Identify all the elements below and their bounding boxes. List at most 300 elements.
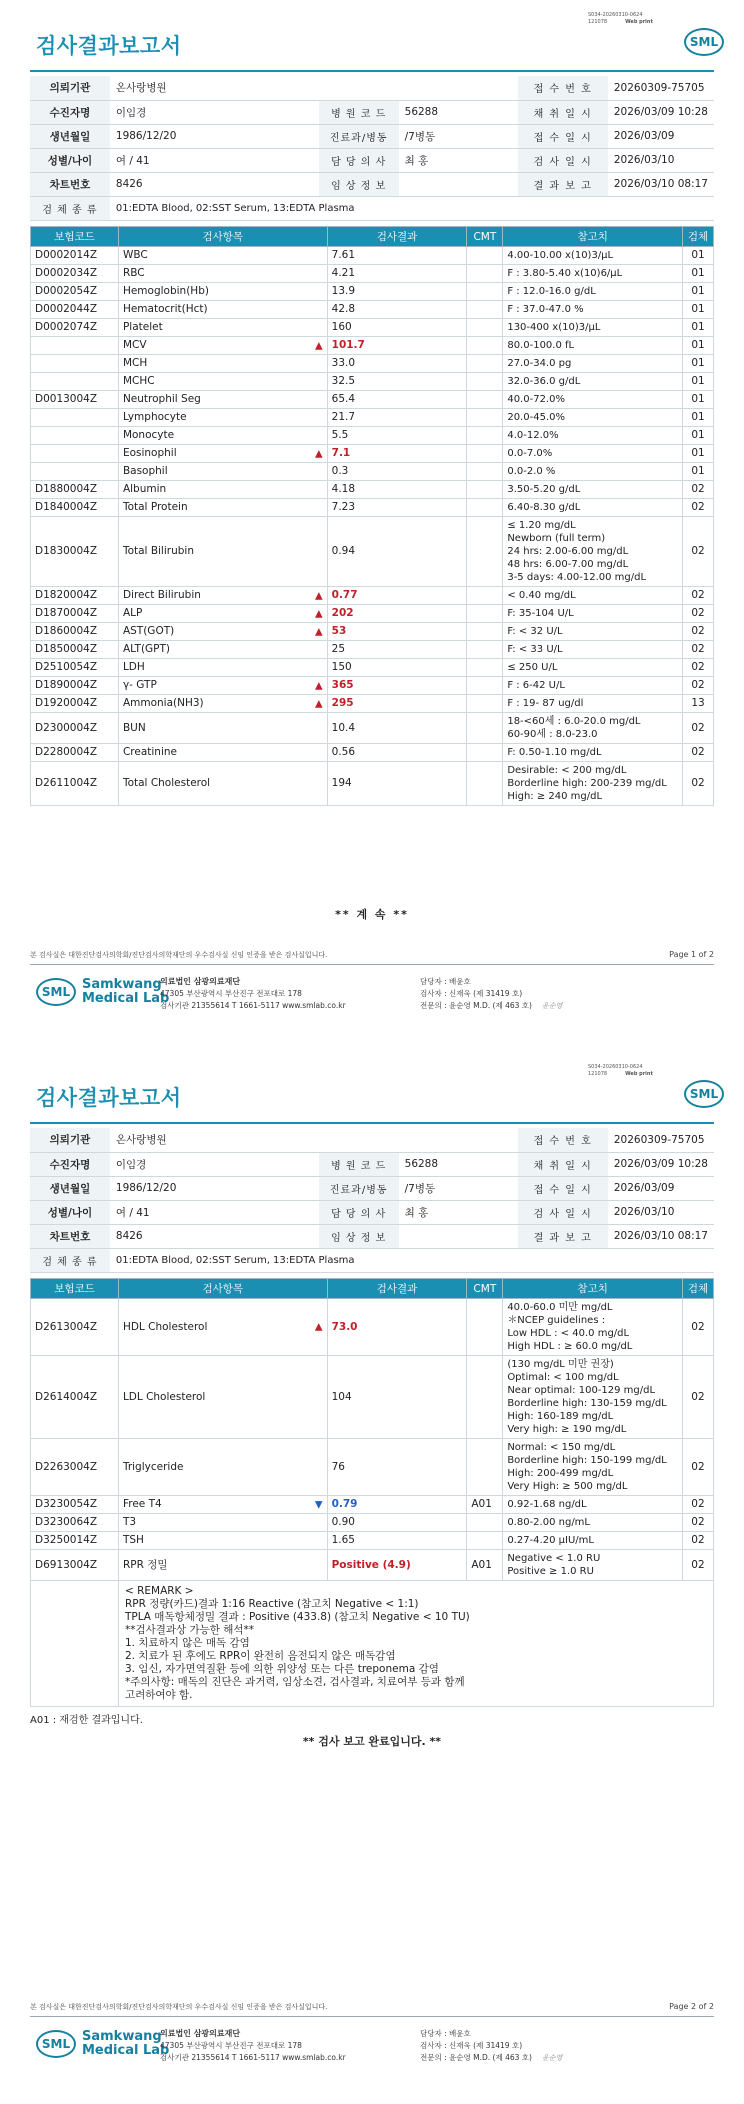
- result-cmt: [467, 337, 503, 355]
- tester: 검사자 : 신재욱 (제 31419 호): [420, 989, 523, 998]
- result-reference: 0.0-2.0 %: [503, 463, 683, 481]
- result-cmt: A01: [467, 1550, 503, 1581]
- print-code: 121078: [588, 1071, 608, 1077]
- result-value-text: 0.77: [331, 589, 358, 601]
- col-item: 검사항목: [118, 227, 327, 247]
- remark-spacer: [31, 1581, 119, 1707]
- high-flag-icon: ▲: [314, 698, 323, 709]
- result-code: D1850004Z: [31, 641, 119, 659]
- hospital-value: 온사랑병원: [110, 1128, 518, 1152]
- result-specimen: 01: [683, 247, 714, 265]
- result-value: [327, 641, 467, 659]
- result-value: [327, 659, 467, 677]
- lab-address: 47305 부산광역시 부산진구 전포대로 178: [160, 2041, 302, 2050]
- result-reference: 3.50-5.20 g/dL: [503, 481, 683, 499]
- result-value-text: 42.8: [331, 303, 356, 315]
- sexage-value: 여 / 41: [110, 148, 319, 172]
- result-specimen: 02: [683, 499, 714, 517]
- table-row: [31, 499, 714, 517]
- result-specimen: 01: [683, 301, 714, 319]
- result-reference: F: < 33 U/L: [503, 641, 683, 659]
- result-value: [327, 744, 467, 762]
- result-value-text: 194: [331, 777, 352, 789]
- table-row: [31, 463, 714, 481]
- result-reference: ≤ 250 U/L: [503, 659, 683, 677]
- table-row: [31, 337, 714, 355]
- result-item: [118, 337, 327, 355]
- title-divider: [30, 1122, 714, 1124]
- patient-info-table: [30, 1128, 714, 1273]
- result-reference: 40.0-60.0 미만 mg/dL ＊NCEP guidelines : Low HDL : < 40.0 mg/dL High HDL : ≥ 60.0 mg/dL: [503, 1299, 683, 1356]
- result-value-text: 295: [331, 697, 354, 709]
- result-cmt: [467, 1356, 503, 1439]
- result-reference: 0.0-7.0%: [503, 445, 683, 463]
- result-code: D1880004Z: [31, 481, 119, 499]
- result-value-text: 0.3: [331, 465, 349, 477]
- lab-info: [160, 2028, 346, 2064]
- doctor-label: 담 당 의 사: [319, 1200, 399, 1224]
- title-divider: [30, 70, 714, 72]
- result-reference: F: 35-104 U/L: [503, 605, 683, 623]
- result-value-text: 202: [331, 607, 354, 619]
- page-number: Page 2 of 2: [669, 2002, 714, 2011]
- result-item: [118, 623, 327, 641]
- result-specimen: 02: [683, 641, 714, 659]
- result-code: D3250014Z: [31, 1532, 119, 1550]
- report-value: 2026/03/10 08:17: [608, 172, 714, 196]
- print-id: S034-20260310-0624: [588, 12, 643, 18]
- table-row: [31, 445, 714, 463]
- col-item: 검사항목: [118, 1279, 327, 1299]
- chart-label: 차트번호: [30, 1224, 110, 1248]
- result-reference: < 0.40 mg/dL: [503, 587, 683, 605]
- high-flag-icon: ▲: [314, 590, 323, 601]
- result-item: MCH: [118, 355, 327, 373]
- result-code: D0002074Z: [31, 319, 119, 337]
- manager: 담당자 : 배윤호: [420, 977, 471, 986]
- table-row: [31, 605, 714, 623]
- result-item: BUN: [118, 713, 327, 744]
- result-value-text: 4.18: [331, 483, 356, 495]
- receipt-no-value: 20260309-75705: [608, 1128, 714, 1152]
- result-value: [327, 481, 467, 499]
- result-code: D2510054Z: [31, 659, 119, 677]
- specimen-label: 검 체 종 류: [30, 196, 110, 220]
- result-item-text: γ- GTP: [122, 679, 157, 691]
- result-reference: (130 mg/dL 미만 권장) Optimal: < 100 mg/dL Near optimal: 100-129 mg/dL Borderline high: 130-159 mg/dL High: 160-189 mg/dL Very high: ≥ 190 mg/dL: [503, 1356, 683, 1439]
- result-code: [31, 355, 119, 373]
- result-value: [327, 677, 467, 695]
- table-row: [31, 1514, 714, 1532]
- result-value: [327, 337, 467, 355]
- result-item: Platelet: [118, 319, 327, 337]
- table-row: [31, 319, 714, 337]
- table-row: [31, 762, 714, 806]
- result-reference: F : 12.0-16.0 g/dL: [503, 283, 683, 301]
- result-item: [118, 1299, 327, 1356]
- result-code: [31, 373, 119, 391]
- result-code: D1890004Z: [31, 677, 119, 695]
- result-specimen: 02: [682, 1496, 713, 1514]
- lab-logo: [36, 978, 169, 1006]
- result-cmt: [467, 1514, 503, 1532]
- cert-note: 본 검사실은 대한진단검사의학회/진단검사의학재단의 우수검사실 신임 인증을 받은 검사실입니다.: [30, 2003, 328, 2011]
- result-specimen: 02: [682, 1439, 713, 1496]
- result-value: [327, 283, 467, 301]
- low-flag-icon: ▼: [314, 1499, 323, 1510]
- dept-value: /7병동: [399, 124, 518, 148]
- result-specimen: 01: [683, 283, 714, 301]
- hospital-label: 의뢰기관: [30, 76, 110, 100]
- result-value: [327, 409, 467, 427]
- lab-contact: 검사기관 21355614 T 1661-5117 www.smlab.co.kr: [160, 1001, 346, 1010]
- result-reference: 130-400 x(10)3/μL: [503, 319, 683, 337]
- result-specimen: 01: [683, 265, 714, 283]
- result-specimen: 01: [683, 445, 714, 463]
- hospital-value: 온사랑병원: [110, 76, 518, 100]
- result-item: Hematocrit(Hct): [118, 301, 327, 319]
- result-value-text: 365: [331, 679, 354, 691]
- patient-value: 이임경: [110, 1152, 319, 1176]
- result-code: D1820004Z: [31, 587, 119, 605]
- report-page-2: [0, 1052, 744, 2104]
- result-value: [327, 427, 467, 445]
- tester: 검사자 : 신재욱 (제 31419 호): [420, 2041, 523, 2050]
- result-value-text: 160: [331, 321, 352, 333]
- col-spec: 검체: [683, 227, 714, 247]
- result-specimen: 02: [683, 677, 714, 695]
- result-code: D3230054Z: [31, 1496, 119, 1514]
- results-table-page-1: [30, 226, 714, 806]
- specialist: 전문의 : 윤순영 M.D. (제 463 호): [420, 1001, 532, 1010]
- result-reference: 0.80-2.00 ng/mL: [503, 1514, 683, 1532]
- high-flag-icon: ▲: [314, 1321, 323, 1333]
- result-cmt: [467, 695, 503, 713]
- result-value-text: 0.94: [331, 545, 356, 557]
- result-item: LDL Cholesterol: [118, 1356, 327, 1439]
- result-code: D2280004Z: [31, 744, 119, 762]
- result-cmt: [467, 499, 503, 517]
- table-row: [31, 677, 714, 695]
- result-cmt: [467, 355, 503, 373]
- result-specimen: 01: [683, 463, 714, 481]
- result-code: D0013004Z: [31, 391, 119, 409]
- result-item: [118, 587, 327, 605]
- result-reference: Normal: < 150 mg/dL Borderline high: 150-199 mg/dL High: 200-499 mg/dL Very High: ≥ 500 mg/dL: [503, 1439, 683, 1496]
- result-value: [327, 695, 467, 713]
- result-item: Hemoglobin(Hb): [118, 283, 327, 301]
- hosp-code-value: 56288: [399, 100, 518, 124]
- sml-logo-icon: SML: [684, 1080, 724, 1108]
- result-cmt: [467, 391, 503, 409]
- result-cmt: A01: [467, 1496, 503, 1514]
- result-value-text: 0.90: [331, 1516, 355, 1528]
- sml-logo-icon: SML: [36, 2030, 76, 2058]
- result-value: [327, 1496, 467, 1514]
- test-date-label: 검 사 일 시: [518, 148, 608, 172]
- footer-divider: [30, 964, 714, 965]
- result-specimen: 01: [683, 373, 714, 391]
- result-specimen: 02: [682, 1299, 713, 1356]
- table-row: [31, 427, 714, 445]
- result-reference: 40.0-72.0%: [503, 391, 683, 409]
- result-reference: Negative < 1.0 RU Positive ≥ 1.0 RU: [503, 1550, 683, 1581]
- result-code: D0002014Z: [31, 247, 119, 265]
- result-item: Lymphocyte: [118, 409, 327, 427]
- result-value: [327, 1299, 467, 1356]
- result-cmt: [467, 713, 503, 744]
- col-code: 보험코드: [31, 227, 119, 247]
- test-date-label: 검 사 일 시: [518, 1200, 608, 1224]
- result-value-text: 33.0: [331, 357, 356, 369]
- result-code: [31, 463, 119, 481]
- result-value: [327, 1439, 467, 1496]
- high-flag-icon: ▲: [314, 608, 323, 619]
- result-item: Triglyceride: [118, 1439, 327, 1496]
- table-row: [31, 641, 714, 659]
- receipt-no-label: 접 수 번 호: [518, 76, 608, 100]
- table-row: [31, 623, 714, 641]
- result-value: [327, 1532, 467, 1550]
- specimen-value: 01:EDTA Blood, 02:SST Serum, 13:EDTA Plasma: [110, 1248, 714, 1272]
- result-value-text: 76: [331, 1460, 345, 1473]
- collect-value: 2026/03/09 10:28: [608, 1152, 714, 1176]
- result-value-text: 65.4: [331, 393, 356, 405]
- chart-label: 차트번호: [30, 172, 110, 196]
- result-cmt: [467, 283, 503, 301]
- clinical-label: 임 상 정 보: [319, 1224, 399, 1248]
- result-reference: F : 37.0-47.0 %: [503, 301, 683, 319]
- result-value: [327, 623, 467, 641]
- result-code: D2263004Z: [31, 1439, 119, 1496]
- table-row: [31, 409, 714, 427]
- result-value: [327, 713, 467, 744]
- result-code: D1870004Z: [31, 605, 119, 623]
- result-value: [327, 391, 467, 409]
- result-value-text: 0.56: [331, 746, 356, 758]
- clinical-label: 임 상 정 보: [319, 172, 399, 196]
- print-id: S034-20260310-0624: [588, 1064, 643, 1070]
- dob-value: 1986/12/20: [110, 1176, 319, 1200]
- hosp-code-label: 병 원 코 드: [319, 100, 399, 124]
- report-value: 2026/03/10 08:17: [608, 1224, 714, 1248]
- result-specimen: 01: [683, 319, 714, 337]
- print-meta: [588, 12, 678, 26]
- result-item: MCHC: [118, 373, 327, 391]
- receipt-no-value: 20260309-75705: [608, 76, 714, 100]
- result-cmt: [467, 463, 503, 481]
- receipt-date-value: 2026/03/09: [608, 1176, 714, 1200]
- result-value: [327, 301, 467, 319]
- col-result: 검사결과: [327, 1279, 467, 1299]
- result-item-text: AST(GOT): [122, 625, 175, 637]
- table-row: [31, 659, 714, 677]
- lab-logo: [36, 2030, 169, 2058]
- receipt-no-label: 접 수 번 호: [518, 1128, 608, 1152]
- dob-label: 생년월일: [30, 1176, 110, 1200]
- lab-logo-line1: Samkwang: [82, 2029, 162, 2044]
- collect-label: 채 취 일 시: [518, 100, 608, 124]
- lab-address: 47305 부산광역시 부산진구 전포대로 178: [160, 989, 302, 998]
- result-cmt: [467, 587, 503, 605]
- result-cmt: [467, 301, 503, 319]
- result-value: [327, 1514, 467, 1532]
- staff-info: [420, 2028, 562, 2064]
- table-row: [31, 1356, 714, 1439]
- result-value: [327, 762, 467, 806]
- result-reference: 6.40-8.30 g/dL: [503, 499, 683, 517]
- result-item: Total Bilirubin: [118, 517, 327, 587]
- table-row: [31, 517, 714, 587]
- result-reference: 4.0-12.0%: [503, 427, 683, 445]
- lab-name: 의료법인 삼광의료재단: [160, 2029, 241, 2038]
- high-flag-icon: ▲: [314, 340, 323, 351]
- result-value: [327, 355, 467, 373]
- result-value-text: 0.79: [331, 1498, 358, 1510]
- result-reference: 0.92-1.68 ng/dL: [503, 1496, 683, 1514]
- result-item: TSH: [118, 1532, 327, 1550]
- result-code: [31, 337, 119, 355]
- result-cmt: [467, 319, 503, 337]
- test-date-value: 2026/03/10: [608, 148, 714, 172]
- result-cmt: [467, 427, 503, 445]
- result-value: [327, 373, 467, 391]
- result-specimen: 01: [683, 355, 714, 373]
- result-value-text: 13.9: [331, 285, 356, 297]
- result-value: [327, 517, 467, 587]
- result-cmt: [467, 517, 503, 587]
- result-item: Basophil: [118, 463, 327, 481]
- high-flag-icon: ▲: [314, 626, 323, 637]
- result-cmt: [467, 1439, 503, 1496]
- result-value: [327, 587, 467, 605]
- result-value-text: 7.23: [331, 501, 356, 513]
- signature: 윤순영: [541, 2054, 563, 2062]
- lab-logo-line2: Medical Lab: [82, 2043, 170, 2058]
- a01-note: A01 : 재검한 결과입니다.: [30, 1715, 143, 1726]
- table-row: [31, 391, 714, 409]
- col-ref: 참고치: [503, 227, 683, 247]
- table-row: [31, 744, 714, 762]
- result-value-text: 25: [331, 643, 346, 655]
- page-title: 검사결과보고서: [36, 1086, 182, 1110]
- result-item: Neutrophil Seg: [118, 391, 327, 409]
- result-specimen: 02: [683, 744, 714, 762]
- lab-logo-line2: Medical Lab: [82, 991, 170, 1006]
- web-print-label: Web print: [625, 19, 653, 25]
- result-cmt: [467, 744, 503, 762]
- high-flag-icon: ▲: [314, 680, 323, 691]
- sml-logo-icon: SML: [684, 28, 724, 56]
- result-item-text: HDL Cholesterol: [122, 1320, 208, 1333]
- result-cmt: [467, 373, 503, 391]
- footer-divider: [30, 2016, 714, 2017]
- result-item: RBC: [118, 265, 327, 283]
- result-value-text: Positive (4.9): [331, 1558, 411, 1571]
- result-item: [118, 605, 327, 623]
- result-code: D2300004Z: [31, 713, 119, 744]
- result-reference: 18-<60세 : 6.0-20.0 mg/dL 60-90세 : 8.0-23.0: [503, 713, 683, 744]
- result-item: T3: [118, 1514, 327, 1532]
- result-cmt: [467, 445, 503, 463]
- result-item-text: ALP: [122, 607, 143, 619]
- receipt-date-value: 2026/03/09: [608, 124, 714, 148]
- patient-label: 수진자명: [30, 1152, 110, 1176]
- result-value: [327, 247, 467, 265]
- signature: 윤순영: [541, 1002, 563, 1010]
- result-code: D1920004Z: [31, 695, 119, 713]
- staff-info: [420, 976, 562, 1012]
- receipt-date-label: 접 수 일 시: [518, 124, 608, 148]
- result-code: D1830004Z: [31, 517, 119, 587]
- cert-note: 본 검사실은 대한진단검사의학회/진단검사의학재단의 우수검사실 신임 인증을 받은 검사실입니다.: [30, 951, 328, 959]
- result-value-text: 4.21: [331, 267, 356, 279]
- lab-name: 의료법인 삼광의료재단: [160, 977, 241, 986]
- result-value-text: 1.65: [331, 1534, 355, 1546]
- result-item: [118, 695, 327, 713]
- sexage-value: 여 / 41: [110, 1200, 319, 1224]
- high-flag-icon: ▲: [314, 448, 323, 459]
- result-code: D0002044Z: [31, 301, 119, 319]
- result-item: Albumin: [118, 481, 327, 499]
- dept-label: 진료과/병동: [319, 1176, 399, 1200]
- patient-value: 이임경: [110, 100, 319, 124]
- result-code: [31, 409, 119, 427]
- col-result: 검사결과: [327, 227, 467, 247]
- sml-logo-icon: SML: [36, 978, 76, 1006]
- patient-info-table: [30, 76, 714, 221]
- result-value-text: 7.1: [331, 447, 351, 459]
- result-specimen: 02: [682, 1532, 713, 1550]
- result-code: D2614004Z: [31, 1356, 119, 1439]
- result-reference: Desirable: < 200 mg/dL Borderline high: 200-239 mg/dL High: ≥ 240 mg/dL: [503, 762, 683, 806]
- test-date-value: 2026/03/10: [608, 1200, 714, 1224]
- result-item: Total Protein: [118, 499, 327, 517]
- results-table-page-2: [30, 1278, 714, 1707]
- report-complete-text: ** 검사 보고 완료입니다. **: [302, 1735, 442, 1748]
- result-cmt: [467, 265, 503, 283]
- result-specimen: 02: [683, 517, 714, 587]
- result-code: D3230064Z: [31, 1514, 119, 1532]
- result-specimen: 01: [683, 409, 714, 427]
- collect-label: 채 취 일 시: [518, 1152, 608, 1176]
- result-reference: F: 0.50-1.10 mg/dL: [503, 744, 683, 762]
- result-specimen: 01: [683, 337, 714, 355]
- result-item-text: MCV: [122, 339, 147, 351]
- result-value: [327, 319, 467, 337]
- result-value: [327, 445, 467, 463]
- table-row: [31, 713, 714, 744]
- result-specimen: 01: [683, 427, 714, 445]
- table-row: [31, 1299, 714, 1356]
- result-code: D1840004Z: [31, 499, 119, 517]
- doctor-label: 담 당 의 사: [319, 148, 399, 172]
- result-value-text: 32.5: [331, 375, 356, 387]
- result-code: D6913004Z: [31, 1550, 119, 1581]
- result-item-text: Free T4: [122, 1498, 162, 1510]
- result-item: Creatinine: [118, 744, 327, 762]
- result-reference: 32.0-36.0 g/dL: [503, 373, 683, 391]
- dob-label: 생년월일: [30, 124, 110, 148]
- result-item: LDH: [118, 659, 327, 677]
- result-specimen: 02: [683, 587, 714, 605]
- remark-row: [31, 1581, 714, 1707]
- receipt-date-label: 접 수 일 시: [518, 1176, 608, 1200]
- result-item-text: Eosinophil: [122, 447, 177, 459]
- result-specimen: 02: [683, 713, 714, 744]
- table-row: [31, 1439, 714, 1496]
- table-row: [31, 283, 714, 301]
